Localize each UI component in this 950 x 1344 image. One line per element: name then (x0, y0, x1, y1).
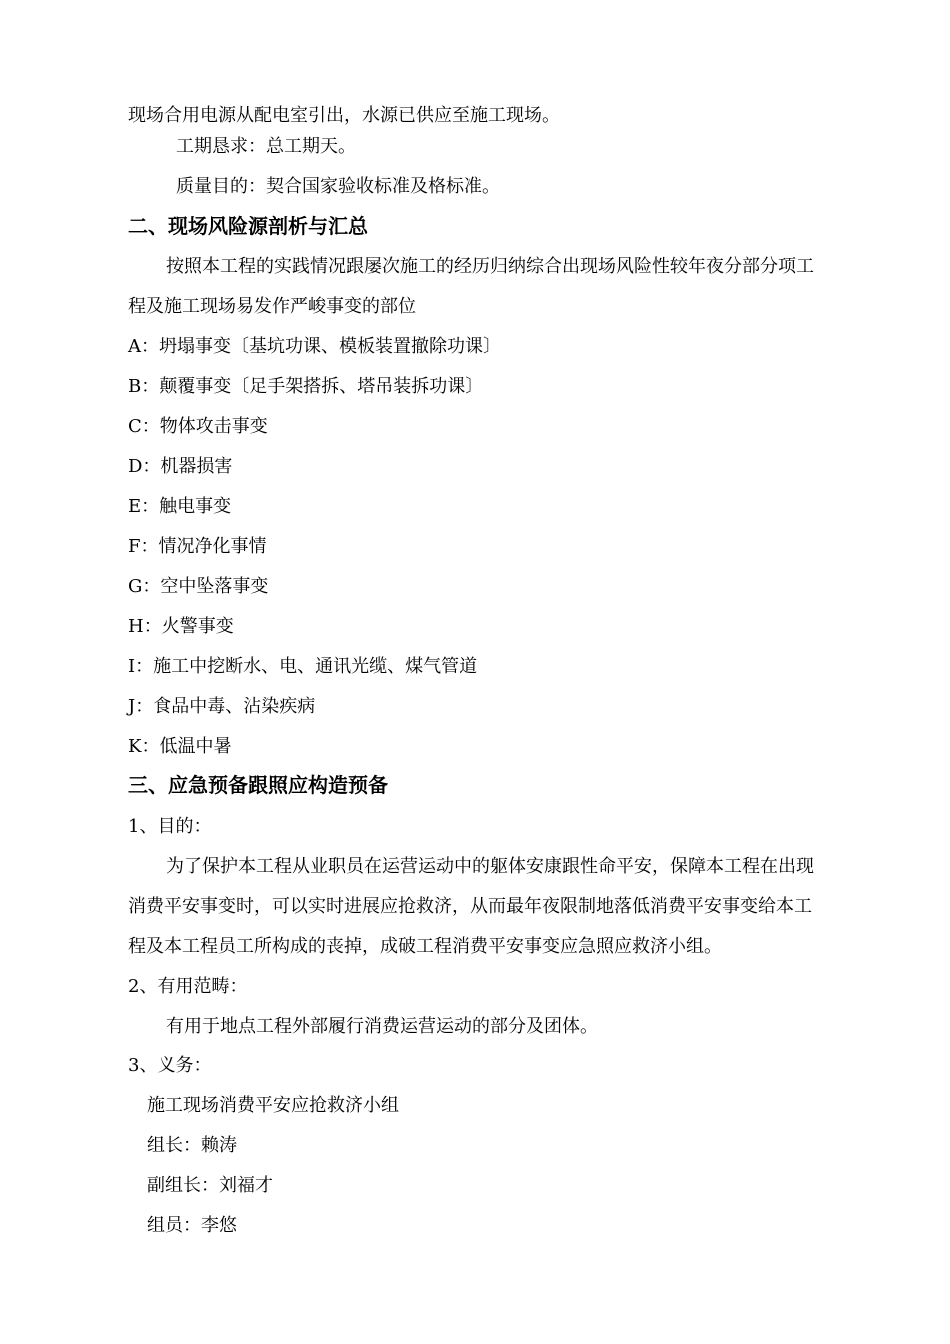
scope-label: 2、有用范畴： (128, 976, 248, 997)
purpose-label: 1、目的： (128, 816, 212, 837)
section-3-heading: 三、应急预备跟照应构造预备 (128, 773, 388, 797)
team-leader: 组长：赖涛 (147, 1135, 237, 1156)
section-2-heading: 二、现场风险源剖析与汇总 (128, 214, 368, 238)
risk-item: A：坍塌事变〔基坑功课、模板装置撤除功课〕 (128, 336, 501, 357)
team-member: 组员：李悠 (147, 1215, 237, 1236)
risk-item: G：空中坠落事变 (128, 576, 269, 597)
risk-item: K：低温中暑 (128, 736, 232, 757)
risk-item: E：触电事变 (128, 496, 232, 517)
risk-item: H：火警事变 (128, 616, 234, 637)
risk-item: F：情况净化事情 (128, 536, 267, 557)
intro-line: 现场合用电源从配电室引出，水源已供应至施工现场。 (128, 105, 560, 126)
risk-item: B：颠覆事变〔足手架搭拆、塔吊装拆功课〕 (128, 376, 484, 397)
risk-item: J：食品中毒、沾染疾病 (128, 696, 316, 717)
risk-item: C：物体攻击事变 (128, 416, 268, 437)
duty-label: 3、义务： (128, 1055, 212, 1076)
section-2-paragraph-line: 按照本工程的实践情况跟屡次施工的经历归纳综合出现场风险性较年夜分部分项工 (166, 256, 814, 277)
purpose-line: 消费平安事变时，可以实时进展应抢救济，从而最年夜限制地落低消费平安事变给本工 (128, 896, 812, 917)
quality-line: 质量目的：契合国家验收标准及格标准。 (176, 176, 500, 197)
risk-item: I：施工中挖断水、电、通讯光缆、煤气管道 (128, 656, 478, 677)
team-name: 施工现场消费平安应抢救济小组 (147, 1095, 399, 1116)
scope-text: 有用于地点工程外部履行消费运营运动的部分及团体。 (166, 1016, 598, 1037)
section-2-paragraph-line: 程及施工现场易发作严峻事变的部位 (128, 296, 416, 317)
risk-item: D：机器损害 (128, 456, 233, 477)
schedule-line: 工期恳求：总工期天。 (176, 136, 356, 157)
purpose-line: 为了保护本工程从业职员在运营运动中的躯体安康跟性命平安，保障本工程在出现 (166, 856, 814, 877)
purpose-line: 程及本工程员工所构成的丧掉，成破工程消费平安事变应急照应救济小组。 (128, 936, 722, 957)
team-deputy: 副组长：刘福才 (147, 1175, 273, 1196)
